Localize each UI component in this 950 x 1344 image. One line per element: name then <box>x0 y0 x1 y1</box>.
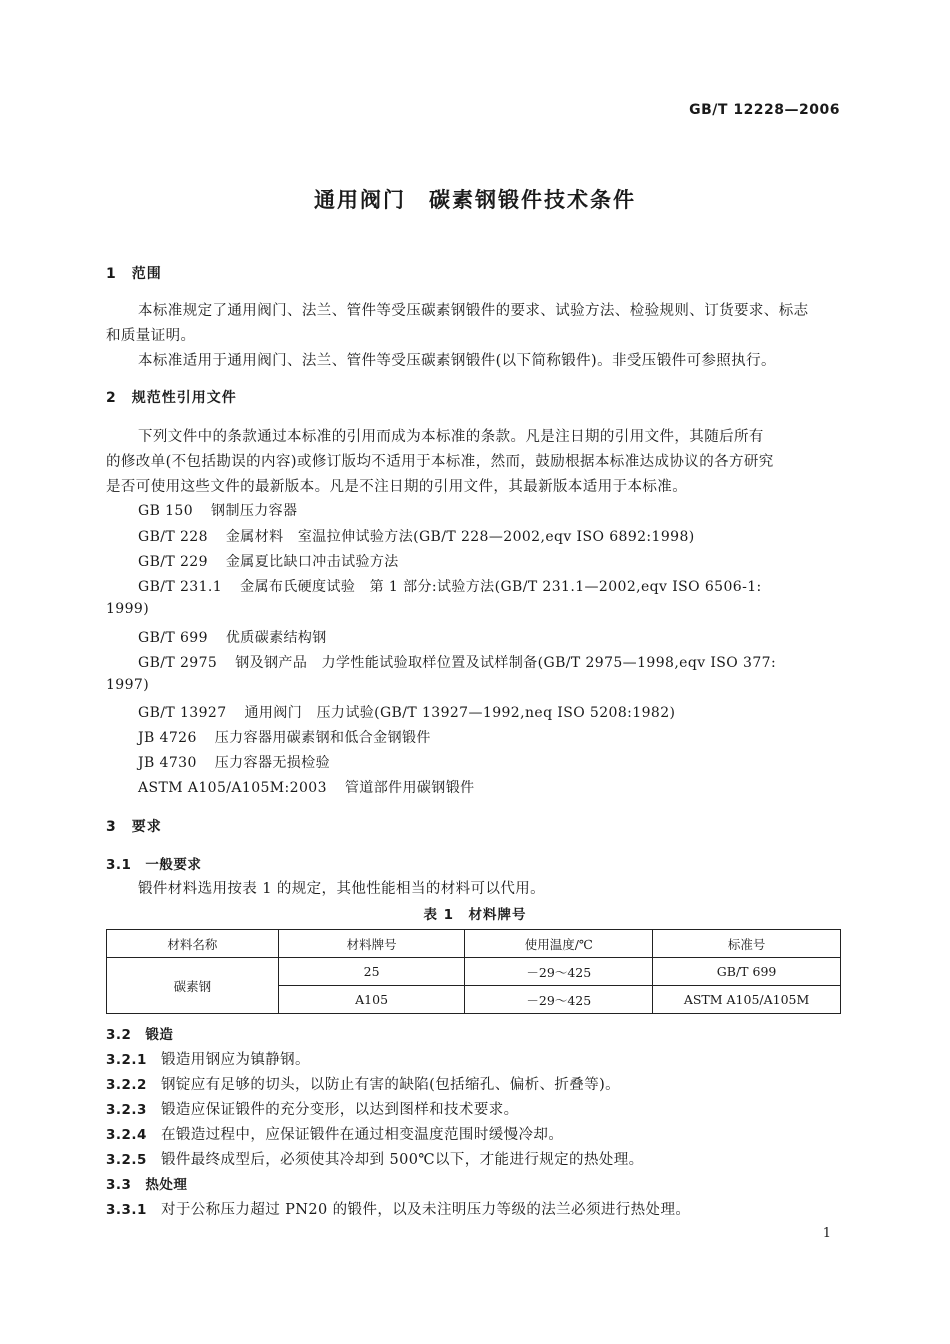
section-3-1-heading: 3.1 一般要求 <box>106 857 202 873</box>
clause-number: 3.2.4 <box>106 1127 147 1143</box>
material-name-cell: 碳素钢 <box>107 958 279 1014</box>
section-2-intro-line-3: 是否可使用这些文件的最新版本。凡是不注日期的引用文件，其最新版本适用于本标准。 <box>106 479 688 495</box>
reference-code: GB/T 229 <box>138 554 208 570</box>
reference-title: 压力容器用碳素钢和低合金钢锻件 <box>214 730 431 746</box>
clause-text: 钢锭应有足够的切头，以防止有害的缺陷(包括缩孔、偏析、折叠等)。 <box>160 1077 621 1093</box>
clause-item <box>106 1048 310 1069</box>
reference-code: GB/T 231.1 <box>138 579 223 595</box>
section-1-heading: 1 范围 <box>106 266 162 282</box>
reference-code: ASTM A105/A105M:2003 <box>138 780 327 796</box>
table-header-cell: 材料名称 <box>107 930 279 958</box>
reference-item <box>138 752 330 772</box>
clause-text: 锻件最终成型后，必须使其冷却到 500℃以下，才能进行规定的热处理。 <box>160 1152 644 1168</box>
clause-number: 3.2.3 <box>106 1102 147 1118</box>
reference-item <box>138 627 327 647</box>
table-header-cell: 材料牌号 <box>278 930 465 958</box>
section-3-1-text: 锻件材料选用按表 1 的规定，其他性能相当的材料可以代用。 <box>138 881 546 897</box>
section-2-intro-line-1: 下列文件中的条款通过本标准的引用而成为本标准的条款。凡是注日期的引用文件，其随后所有 <box>138 429 764 445</box>
reference-title: 压力容器无损检验 <box>214 755 330 771</box>
temperature-cell: －29～425 <box>465 986 653 1014</box>
reference-code: GB/T 228 <box>138 529 208 545</box>
clause-text: 锻造应保证锻件的充分变形，以达到图样和技术要求。 <box>160 1102 519 1118</box>
clause-text: 在锻造过程中，应保证锻件在通过相变温度范围时缓慢冷却。 <box>160 1127 564 1143</box>
grade-cell: A105 <box>278 986 465 1014</box>
reference-title: 金属夏比缺口冲击试验方法 <box>225 554 399 570</box>
section-1-para-1-line-1: 本标准规定了通用阀门、法兰、管件等受压碳素钢锻件的要求、试验方法、检验规则、订货要求、标志 <box>138 303 809 319</box>
reference-code: GB/T 2975 <box>138 655 218 671</box>
reference-code: GB/T 13927 <box>138 705 227 721</box>
reference-continuation: 1999) <box>106 601 150 617</box>
clause-number: 3.3.1 <box>106 1202 147 1218</box>
clause-number: 3.2.5 <box>106 1152 147 1168</box>
page-number: 1 <box>822 1226 831 1241</box>
section-1-para-2: 本标准适用于通用阀门、法兰、管件等受压碳素钢锻件(以下简称锻件)。非受压锻件可参照执行。 <box>138 353 776 369</box>
table-header-cell: 标准号 <box>653 930 841 958</box>
section-2-intro-line-2: 的修改单(不包括勘误的内容)或修订版均不适用于本标准，然而，鼓励根据本标准达成协议的各方研究 <box>106 454 774 470</box>
reference-title: 优质碳素结构钢 <box>225 630 327 646</box>
clause-number: 3.2.1 <box>106 1052 147 1068</box>
reference-code: JB 4730 <box>138 755 197 771</box>
reference-item <box>138 576 762 596</box>
clause-item <box>106 1098 519 1119</box>
reference-title: 管道部件用碳钢锻件 <box>344 780 475 796</box>
reference-item <box>138 551 399 571</box>
table-header-row <box>107 930 841 958</box>
section-1-para-1-line-2: 和质量证明。 <box>106 328 196 344</box>
standard-cell: ASTM A105/A105M <box>653 986 841 1014</box>
reference-code: GB/T 699 <box>138 630 208 646</box>
section-2-heading: 2 规范性引用文件 <box>106 390 237 406</box>
reference-code: GB 150 <box>138 503 194 519</box>
standard-cell: GB/T 699 <box>653 958 841 986</box>
table-caption: 表 1 材料牌号 <box>423 907 527 923</box>
reference-title: 钢及钢产品 力学性能试验取样位置及试样制备(GB/T 2975—1998,eqv ISO 377: <box>235 655 777 671</box>
reference-item <box>138 526 695 546</box>
clause-number: 3.2.2 <box>106 1077 147 1093</box>
clause-item <box>106 1073 620 1094</box>
reference-title: 通用阀门 压力试验(GB/T 13927—1992,neq ISO 5208:1982) <box>244 705 676 721</box>
reference-item <box>138 777 475 797</box>
reference-title: 金属布氏硬度试验 第 1 部分:试验方法(GB/T 231.1—2002,eqv ISO 6506-1: <box>240 579 762 595</box>
reference-item <box>138 727 431 747</box>
clause-item <box>106 1148 644 1169</box>
clause-item <box>106 1123 563 1144</box>
reference-item <box>138 652 776 672</box>
reference-title: 金属材料 室温拉伸试验方法(GB/T 228—2002,eqv ISO 6892:1998) <box>225 529 695 545</box>
section-3-2-heading: 3.2 锻造 <box>106 1027 174 1043</box>
reference-item <box>138 500 297 520</box>
material-grade-table <box>106 929 841 1014</box>
temperature-cell: －29～425 <box>465 958 653 986</box>
clause-text: 锻造用钢应为镇静钢。 <box>160 1052 310 1068</box>
standard-code-header: GB/T 12228—2006 <box>689 102 840 118</box>
section-3-3-heading: 3.3 热处理 <box>106 1177 188 1193</box>
clause-item <box>106 1198 690 1219</box>
reference-code: JB 4726 <box>138 730 197 746</box>
reference-item <box>138 702 675 722</box>
grade-cell: 25 <box>278 958 465 986</box>
table-header-cell: 使用温度/℃ <box>465 930 653 958</box>
document-title: 通用阀门 碳素钢锻件技术条件 <box>314 188 636 212</box>
section-3-heading: 3 要求 <box>106 819 162 835</box>
reference-title: 钢制压力容器 <box>211 503 298 519</box>
reference-continuation: 1997) <box>106 677 150 693</box>
table-row <box>107 958 841 986</box>
clause-text: 对于公称压力超过 PN20 的锻件，以及未注明压力等级的法兰必须进行热处理。 <box>160 1202 691 1218</box>
